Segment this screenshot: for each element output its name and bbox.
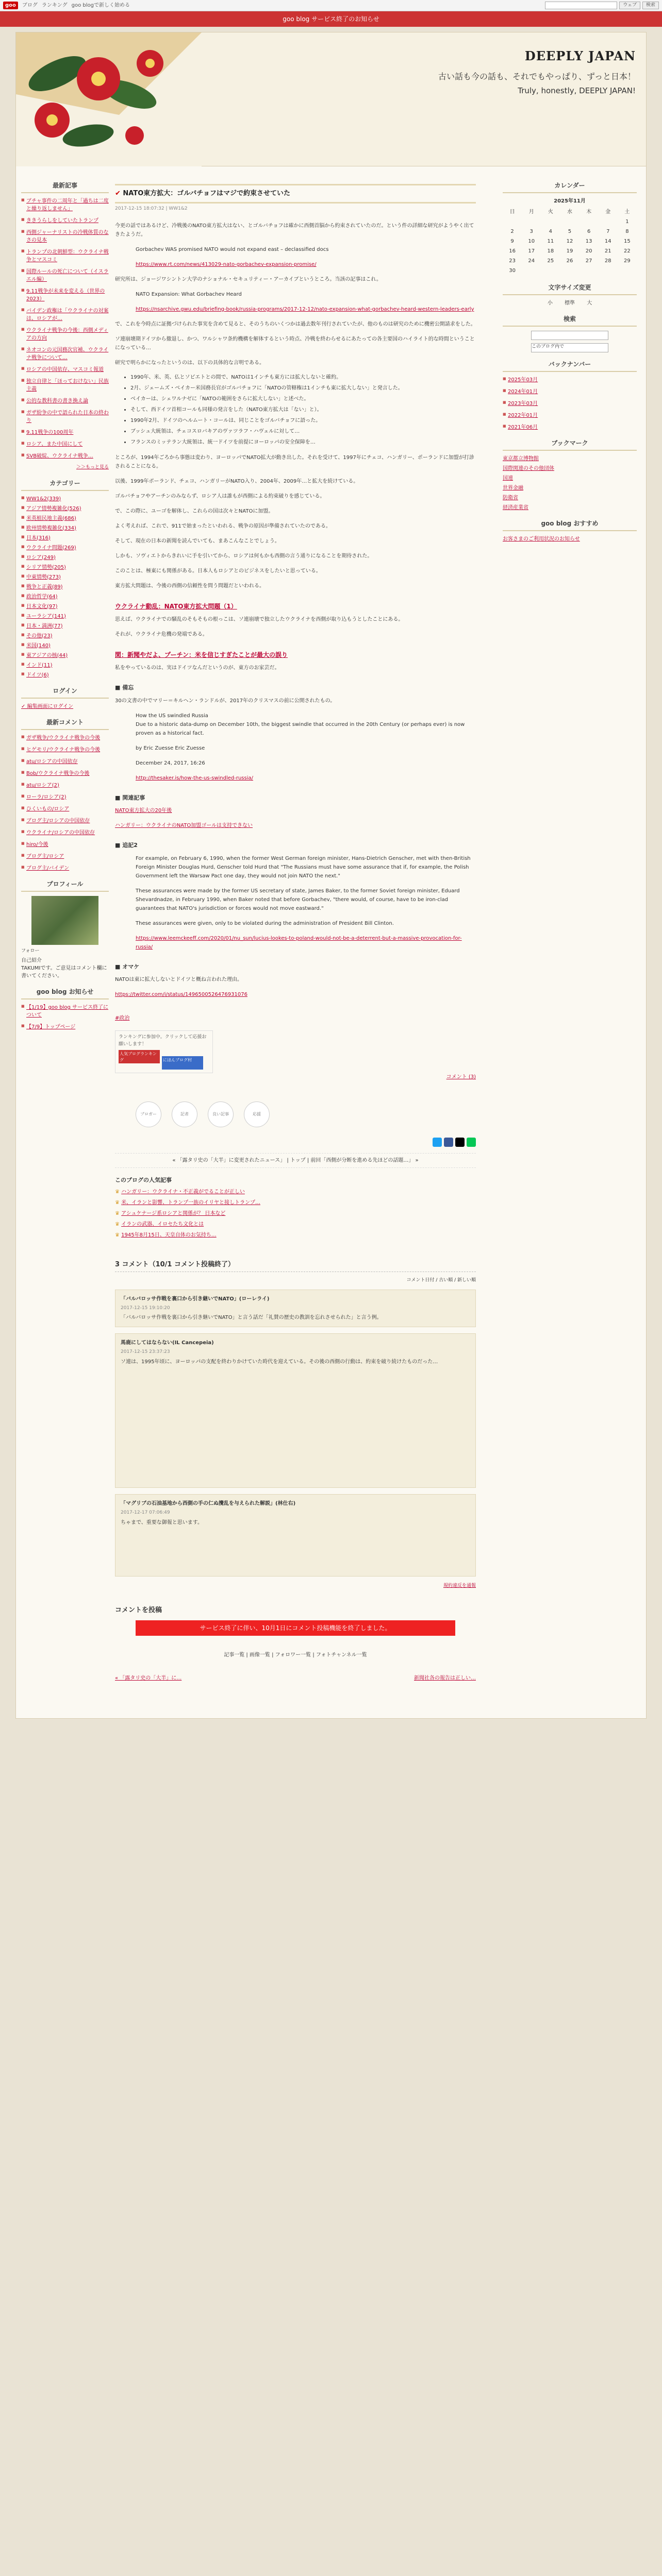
calendar-week: 23 24 25 26 27 28 29 — [509, 258, 631, 264]
left-sidebar — [21, 174, 109, 1682]
bottom-next-link[interactable]: 新聞社各の報告は正しい… — [414, 1675, 476, 1681]
comment — [115, 1494, 476, 1577]
recent-post-item[interactable]: ■ SVB破綻、ウクライナ戦争… — [21, 452, 109, 460]
category-item[interactable]: ■ 米英植民地主義(686) — [21, 515, 109, 522]
link[interactable]: https://www.leemckeeff.com/2020/01/nu_sun/lucius-lookes-to-poland-would-not-be-a-deterrent-but-a-massive-provocation-for-russia/ — [136, 935, 462, 950]
backnumber-item[interactable]: ■ 2023年03月 — [503, 400, 637, 408]
login-heading: ログイン — [21, 686, 109, 699]
reaction-button[interactable]: 応援 — [244, 1101, 270, 1127]
recent-post-item[interactable]: ■ ききうらしをしていたトランプ — [21, 217, 109, 225]
font-size-heading: 文字サイズ変更 — [503, 283, 637, 295]
bullet-item: • 2月、ジェームズ・ベイカー米国務長官がゴルバチョフに「NATOの管轄権は1インチも東に拡大しない」と発言した。 — [130, 384, 476, 392]
category-item[interactable]: ■ ユーラシア(141) — [21, 613, 109, 620]
recent-post-item[interactable]: ■ 独立自律と「ほっておけない」民族主義 — [21, 378, 109, 393]
paragraph: よく考えれば、これで、911で始まったといわれる、戦争の原因が準備されていたのである。 — [115, 523, 331, 529]
profile-name: 自己紹介 — [21, 958, 42, 963]
recent-post-item[interactable]: ■ 国際ルールの死亡について（イスラエル編） — [21, 268, 109, 283]
post-comment-closed-button[interactable]: サービス終了に伴い、10月1日にコメント投稿機能を終了しました。 — [136, 1620, 455, 1636]
comment-text: 「バルバロッサ作戦を裏口から引き継いでNATO」と言う話だ「礼賛の歴史の教訓を忘れさせられた」と言う例。 — [121, 1315, 382, 1320]
paragraph: このことは、極東にも関係がある。日本人もロシアとのビジネスをしたいと思っている。 — [115, 568, 321, 574]
category-item[interactable]: ■ インド(11) — [21, 662, 109, 669]
category-item[interactable]: ■ シリア情勢(205) — [21, 564, 109, 571]
quote: How the US swindled Russia Due to a historic data-dump on December 10th, the biggest swindle that occurred in the 20th Century (or perhaps ever) is now proven as a historical fact. — [136, 713, 465, 736]
category-item[interactable]: ■ 中東情勢(273) — [21, 573, 109, 581]
calendar-week: 30 — [509, 268, 516, 274]
check-icon: ✔ — [115, 190, 123, 197]
profile-text: TAKUMIです。ご意見はコメント欄に書いてください。 — [21, 965, 107, 979]
quote: NATO Expansion: What Gorbachev Heard — [136, 292, 242, 297]
camellia-decoration-icon — [16, 32, 202, 166]
backnumber-item[interactable]: ■ 2022年01月 — [503, 412, 637, 419]
recent-more-link[interactable]: ＞＞もっと見る — [76, 465, 109, 470]
backnumber-list — [503, 376, 637, 431]
comment-date: 2017-12-17 07:06:49 — [121, 1510, 170, 1515]
recent-post-item[interactable]: ■ 9.11戦争が未来を変える（世界の2023） — [21, 287, 109, 303]
blog-search-input[interactable] — [531, 331, 608, 340]
omake-heading: ■ オマケ — [115, 963, 140, 970]
line-icon[interactable] — [467, 1138, 476, 1147]
paragraph: 30の文書の中でマリー＝キルヘン・ランドルが、2017年のクリスマスの前に公開されたもの。 — [115, 698, 336, 704]
comment-count-link[interactable]: コメント (3) — [446, 1074, 476, 1080]
calendar-week: 9 10 11 12 13 14 15 — [510, 239, 631, 244]
recent-post-item[interactable]: ■ 9.11戦争の100周年 — [21, 429, 109, 436]
related-link-heading[interactable]: ウクライナ動乱：NATO東方拡大問題（1） — [115, 603, 237, 610]
recent-comment-item[interactable]: ■ Bob/ウクライナ戦争の今後 — [21, 770, 109, 777]
topbar-search-input[interactable] — [545, 2, 617, 9]
reaction-buttons — [136, 1101, 476, 1127]
article-body — [115, 222, 476, 999]
bottom-navigation — [115, 1674, 476, 1682]
topbar-search — [545, 2, 659, 9]
goo-news-item[interactable]: ■ 【7/9】トップページ — [21, 1023, 109, 1031]
bookmark-item[interactable]: 国連 — [503, 476, 513, 481]
paragraph: 研究所は、ジョージワシントン大学のナショナル・セキュリティー・アーカイブというところ。当該の記事はこれ。 — [115, 277, 382, 282]
quote: These assurances were made by the former US secretary of state, James Baker, to the former Soviet foreign minister, Eduard Shevardnadze, in February 1990, when Baker noted that before Gorbachev, "there would, of course, have to be iron-clad guarantees that NATO's jurisdiction or forces would not move eastward." — [136, 888, 460, 911]
hashtag[interactable]: #政治 — [115, 1015, 130, 1021]
quote-author: by Eric Zuesse Eric Zuesse — [136, 745, 205, 751]
category-item[interactable]: ■ ロシア(249) — [21, 554, 109, 562]
category-item[interactable]: ■ 東アジアの核(44) — [21, 652, 109, 659]
reaction-button[interactable]: 記者 — [172, 1101, 197, 1127]
report-link[interactable]: 規約違反を通報 — [443, 1583, 476, 1588]
bookmark-item[interactable]: 経済産業省 — [503, 505, 528, 511]
calendar-heading: カレンダー — [503, 181, 637, 193]
ranking-text: ランキングに参加中。クリックして応援お願いします！ — [119, 1035, 207, 1047]
article-title[interactable]: ✔ NATO東方拡大：ゴルバチョフはマジで約束させていた — [115, 184, 476, 204]
topbar-search-button[interactable]: 検索 — [642, 2, 659, 9]
calendar — [503, 197, 637, 276]
recent-post-item[interactable]: ■ トランプの北朝鮮型：ウクライナ戦争とマスコミ — [21, 248, 109, 264]
blog-header — [16, 32, 646, 166]
goo-news-list — [21, 1004, 109, 1031]
category-item[interactable]: ■ ウクライナ問題(269) — [21, 544, 109, 552]
recent-comment-item[interactable]: ■ ローラ/ロシア(2) — [21, 793, 109, 801]
bottom-spacer — [16, 1698, 646, 1718]
blog-description: 古い話も今の話も、それでもやっぱり、ずっと日本！ — [438, 72, 636, 81]
blog-wrapper — [15, 32, 647, 1719]
bullet-item: • ベイカーは、シェワルナゼに「NATOの範囲をさらに拡大しない」と述べた。 — [130, 395, 476, 403]
quote: Gorbachev WAS promised NATO would not expand east – declassified docs — [136, 247, 329, 252]
popular-item[interactable]: ♛ ハンガリー：ウクライナ・不正義がでることが正しい — [115, 1188, 476, 1196]
bullet-list — [130, 374, 476, 446]
recent-post-item[interactable]: ■ ロシアの中国依存、マスコミ報道 — [21, 366, 109, 374]
popular-item[interactable]: ♛ イランの武器、イロセたち文化とは — [115, 1221, 476, 1228]
goo-recommend-link[interactable]: お客さまのご利用状況のお知らせ — [503, 536, 580, 542]
popular-item[interactable]: ♛ アシュケナージ系ロシアと関係が？ 日本など — [115, 1210, 476, 1217]
quote: For example, on February 6, 1990, when the former West German foreign minister, Hans-Dietrich Genscher, met with then-British Foreign Minister Douglas Hurd, Genscher told Hurd that "The Russians must have some assurance that if, for example, the Polish Government left the Warsaw Pact one day, they would not join NATO the next." — [136, 855, 471, 879]
recent-comments-list — [21, 734, 109, 872]
related-heading: ■ 関連記事 — [115, 794, 145, 801]
post-navigation[interactable]: « 「露タリ史の「大半」に変更されたニュース」 | トップ | 前回「西側が分断を進める先ほどの話題…」 » — [115, 1153, 476, 1168]
addendum-heading: ■ 追記2 — [115, 842, 138, 849]
font-size-small[interactable]: 小 — [547, 300, 553, 306]
bottom-prev-link[interactable]: « 「露タリ史の「大半」に… — [115, 1675, 182, 1681]
comment-sort[interactable]: コメント日付 / 古い順 / 新しい順 — [406, 1278, 476, 1283]
paragraph: それが、ウクライナ危機の発端である。 — [115, 632, 208, 637]
search-heading: 検索 — [503, 314, 637, 327]
comment-title: 馬鹿にしてはならない(IL Cancepeia) — [121, 1340, 214, 1346]
font-size-normal[interactable]: 標準 — [565, 300, 575, 306]
recent-comment-item[interactable]: ■ ブログ主/バイデン — [21, 865, 109, 872]
recent-comment-item[interactable]: ■ ウクライナ/ロシアの中国依存 — [21, 829, 109, 837]
paragraph: 思えば、ウクライナでの騒乱のそもそもの根っこは、ソ連崩壊で独立したウクライナを西側が取り込もうとしたことにある。 — [115, 617, 404, 622]
profile-follow-button[interactable]: フォロー — [21, 948, 40, 954]
comment-date: 2017-12-15 23:37:23 — [121, 1349, 170, 1354]
comment-title: 「マグリブの石油基地から西側の手の仁ぬ攪乱を与えられた解説」(林仕右) — [121, 1501, 296, 1506]
quote-date: December 24, 2017, 16:26 — [136, 760, 205, 766]
paragraph: そして、現在の日本の新聞を読んでいても、まあこんなことでしょう。 — [115, 538, 280, 544]
recent-post-item[interactable]: ■ ブチャ事件の二周年と「過ちは二度と繰り返しません」 — [21, 197, 109, 213]
comment-text: ソ連は、1995年頃に、ヨーロッパの支配を終わりかけていた時代を迎えている。その後の西側の行動は、約束を破り続けたものだった… — [121, 1359, 438, 1365]
backnumber-item[interactable]: ■ 2024年01月 — [503, 388, 637, 396]
bookmark-item[interactable]: 防衛省 — [503, 495, 518, 501]
ranking-button-popular[interactable]: 人気ブログランキング — [119, 1050, 160, 1063]
memo-heading: ■ 備忘 — [115, 684, 134, 691]
font-size-large[interactable]: 大 — [587, 300, 592, 306]
comments-heading: 3 コメント（10/1 コメント投稿終了） — [115, 1260, 476, 1273]
recent-comment-item[interactable]: ■ ひくいもの/ロシア — [21, 805, 109, 813]
paragraph: 今更の話ではあるけど、冷戦後のNATO東方拡大はない、とゴルバチョフは確かに西側首脳から約束されていたのだ。という件の詳細な研究がようやく出てきたようだ。 — [115, 223, 474, 238]
backnumber-item[interactable]: ■ 2021年06月 — [503, 423, 637, 431]
topbar-link-ranking[interactable]: ランキング — [41, 3, 68, 8]
ranking-box — [115, 1030, 213, 1073]
popular-heading: このブログの人気記事 — [115, 1177, 172, 1183]
comment — [115, 1290, 476, 1328]
right-sidebar — [482, 174, 637, 1682]
recent-comment-item[interactable]: ■ atu/ロシア(2) — [21, 782, 109, 789]
recent-comment-item[interactable]: ■ hiro/今後 — [21, 841, 109, 849]
goo-recommend-heading: goo blog おすすめ — [503, 519, 637, 531]
recent-comment-item[interactable]: ■ atu/ロシアの中国依存 — [21, 758, 109, 766]
comment-date: 2017-12-15 19:10:20 — [121, 1305, 170, 1311]
paragraph: ソ連崩壊期ドイツから撤退し、かつ、ワルシャワ条約機構を解体するという時点、冷戦を終わらせるにあたっての各主要国のハイライト的な時間ということになっている… — [115, 336, 475, 351]
comment — [115, 1333, 476, 1488]
calendar-weekdays: 日 月 火 水 木 金 土 — [509, 209, 630, 215]
topbar-search-scope[interactable]: ウェブ — [619, 2, 640, 9]
bookmark-item[interactable]: 世界金融 — [503, 485, 523, 491]
recent-post-item[interactable]: ■ 公的な教科書の書き換え論 — [21, 397, 109, 405]
goo-logo[interactable]: goo — [3, 2, 18, 9]
category-item[interactable]: ■ 戦争と正義(89) — [21, 583, 109, 591]
twitter-icon[interactable] — [433, 1138, 442, 1147]
category-item[interactable]: ■ アジア情勢複雑化(526) — [21, 505, 109, 513]
goo-news-heading: goo blog お知らせ — [21, 987, 109, 999]
comment-title: 「バルバロッサ作戦を裏口から引き継いでNATO」(ローレライ) — [121, 1296, 270, 1302]
reaction-button[interactable]: 良い記事 — [208, 1101, 234, 1127]
link[interactable]: https://twitter.com/i/status/1496500526476931076 — [115, 992, 247, 997]
recent-post-item[interactable]: ■ ウクライナ戦争の今後：西側メディアの方向 — [21, 327, 109, 342]
facebook-icon[interactable] — [444, 1138, 453, 1147]
category-item[interactable]: ■ WW1&2(339) — [21, 495, 109, 503]
profile-image — [31, 896, 98, 945]
recent-post-item[interactable]: ■ 西側ジャーナリストの冷戦体質のなさの見本 — [21, 229, 109, 244]
category-item[interactable]: ■ ドイツ(6) — [21, 671, 109, 679]
quote: These assurances were given, only to be violated during the administration of President Bill Clinton. — [136, 920, 394, 926]
bookmark-item[interactable]: 国際関連のその他団体 — [503, 466, 554, 471]
paragraph: ゴルバチョフやアーチンのみならず、ロシア人は誰もが西側による約束破りを感じている。 — [115, 494, 325, 499]
paragraph: 東方拡大問題は、今後の西側の信頼性を問う問題だといわれる。 — [115, 583, 264, 589]
recent-comment-item[interactable]: ■ ガザ戦争/ウクライナ戦争の今後 — [21, 734, 109, 742]
link[interactable]: https://nsarchive.gwu.edu/briefing-book/russia-programs/2017-12-12/nato-expansion-what-gorbachev-heard-western-leaders-early — [136, 307, 474, 312]
reaction-button[interactable]: ブロガー — [136, 1101, 161, 1127]
recent-post-item[interactable]: ■ ガザ紛争の中で語られた日本の終わり — [21, 409, 109, 425]
popular-item[interactable]: ♛ 米、イランと影響、トランプ一族のイリヤと接しトランプ… — [115, 1199, 476, 1207]
recent-comment-item[interactable]: ■ ブログ主/ロシア — [21, 853, 109, 860]
bookmark-list — [503, 455, 637, 512]
font-size-controls — [503, 299, 637, 307]
recent-comment-item[interactable]: ■ ヒゲモリ/ウクライナ戦争の今後 — [21, 746, 109, 754]
article-date: 2017-12-15 18:07:32 | WW1&2 — [115, 206, 188, 211]
paragraph: で、この際に、ユーゴを解体し、これらの国は次々とNATOに加盟。 — [115, 509, 274, 514]
post-comment-heading: コメントを投稿 — [115, 1606, 162, 1614]
popular-item[interactable]: ♛ 1945年8月15日、天皇自体のお気持ち… — [115, 1231, 476, 1239]
share-buttons — [115, 1138, 476, 1147]
related-link[interactable]: NATO東方拡大の20年後 — [115, 808, 172, 814]
service-end-banner[interactable]: goo blog サービス終了のお知らせ — [0, 11, 662, 27]
x-icon[interactable] — [455, 1138, 465, 1147]
category-item[interactable]: ■ 日本(316) — [21, 534, 109, 542]
calendar-week: 16 17 18 19 20 21 22 — [509, 248, 631, 254]
calendar-week: 1 — [625, 219, 629, 225]
bullet-item: • フランスのミッテラン大統領は、統一ドイツを前提にヨーロッパの安全保障を… — [130, 438, 476, 446]
recent-comment-item[interactable]: ■ ブログ主/ロシアの中国依存 — [21, 817, 109, 825]
link[interactable]: https://www.rt.com/news/413029-nato-gorbachev-expansion-promise/ — [136, 262, 317, 267]
paragraph: 私をやっているのは、実はドイツなんだというのが、東方のお家芸だ。 — [115, 665, 280, 671]
recent-comments-heading: 最新コメント — [21, 718, 109, 730]
paragraph: NATOは東に拡大しないとドイツと概ね言われた理由。 — [115, 977, 243, 982]
bullet-item: • 1990年、米、英、仏とソビエトとの間で、NATOは1インチも東方には拡大しないと確約。 — [130, 374, 476, 381]
bookmark-item[interactable]: 東京都立博物館 — [503, 456, 539, 462]
bullet-item: • ブッシュ大統領は、チェコスロバキアのヴァツラフ・ハヴェルに対して… — [130, 428, 476, 435]
category-list — [21, 495, 109, 679]
bullet-item: • そして、西ドイツ首相コールも同様の発言をした（NATO東方拡大は「ない」と）。 — [130, 406, 476, 414]
bullet-item: • 1990年2月、ドイツのヘルムート・コールは、同じことをゴルバチョフに語った。 — [130, 417, 476, 425]
backnumber-item[interactable]: ■ 2025年03月 — [503, 376, 637, 384]
related-link[interactable]: ハンガリー：ウクライナのNATO加盟ゴールは支持できない — [115, 823, 253, 828]
related-link-heading[interactable]: 閑：新聞やだよ、プーチン：米を信じすぎたことが最大の誤り — [115, 651, 288, 658]
topbar-link-start[interactable]: goo blogで新しく始める — [71, 3, 130, 8]
recent-post-item[interactable]: ■ ネオコンの元国務次官補、ウクライナ戦争について… — [21, 346, 109, 362]
blog-search-scope[interactable]: このブログ内で — [531, 343, 608, 352]
category-item[interactable]: ■ 日本・満洲(77) — [21, 622, 109, 630]
ranking-button-mura[interactable]: にほんブログ村 — [162, 1056, 203, 1070]
backnumber-heading: バックナンバー — [503, 360, 637, 372]
popular-posts — [115, 1176, 476, 1239]
blog-description-en: Truly, honestly, DEEPLY JAPAN! — [518, 86, 636, 95]
login-link[interactable]: ✓ 編集画面にログイン — [21, 703, 74, 709]
paragraph: ところが、1994年ごろから事態は変わり、ヨーロッパでNATO拡大が動き出した。それを受けて、1997年にチェコ、ハンガリー、ポーランドに加盟が打診されることになる。 — [115, 455, 474, 469]
top-bar — [0, 0, 662, 11]
paragraph: で、これを今時点に証拠づけられた事実を含めて見ると、そのうちのいくつかは過去数年刊行されていたが、他のものは研究のために機密公開請求をした。 — [115, 321, 476, 327]
category-item[interactable]: ■ 政治哲学(64) — [21, 593, 109, 601]
paragraph: 以後、1999年ポーランド、チェコ、ハンガリーがNATO入り、2004年、2009年…と拡大を続けている。 — [115, 479, 359, 484]
category-item[interactable]: ■ その他(23) — [21, 632, 109, 640]
content-columns — [16, 166, 646, 1698]
link[interactable]: http://thesaker.is/how-the-us-swindled-russia/ — [136, 775, 254, 781]
goo-news-item[interactable]: ■ 【1/19】goo blog サービス終了について — [21, 1004, 109, 1019]
blog-title[interactable]: DEEPLY JAPAN — [524, 48, 636, 63]
category-item[interactable]: ■ 米国(140) — [21, 642, 109, 650]
header-titles — [438, 47, 636, 97]
recent-posts-list — [21, 197, 109, 460]
recent-post-item[interactable]: ■ ロシア、また中国にして — [21, 440, 109, 448]
calendar-month: 2025年11月 — [554, 198, 586, 204]
bookmark-heading: ブックマーク — [503, 438, 637, 451]
paragraph: 研究で明らかになったというのは、以下の具体的な言明である。 — [115, 360, 264, 366]
category-item[interactable]: ■ 欧州情勢複雑化(334) — [21, 524, 109, 532]
profile-heading: プロフィール — [21, 879, 109, 892]
topbar-link-blog[interactable]: ブログ — [22, 3, 38, 8]
recent-posts-heading: 最新記事 — [21, 181, 109, 193]
category-heading: カテゴリー — [21, 479, 109, 491]
main-content — [115, 174, 476, 1682]
calendar-week: 2 3 4 5 6 7 8 — [510, 229, 629, 234]
recent-post-item[interactable]: ■ バイデン政権は「ウクライナの対案は、ロシアが… — [21, 307, 109, 323]
footer-links[interactable]: 記事一覧 | 画像一覧 | フォロワー一覧 | フォトチャンネル一覧 — [224, 1652, 367, 1658]
category-item[interactable]: ■ 日本文化(97) — [21, 603, 109, 611]
paragraph: しかも、ソヴィエトからきれいに手を引いてから、ロシアは何もかも西側の言う通りになることを期待された。 — [115, 553, 373, 559]
comment-text: ちゃまで、重要な御報と思います。 — [121, 1519, 203, 1526]
